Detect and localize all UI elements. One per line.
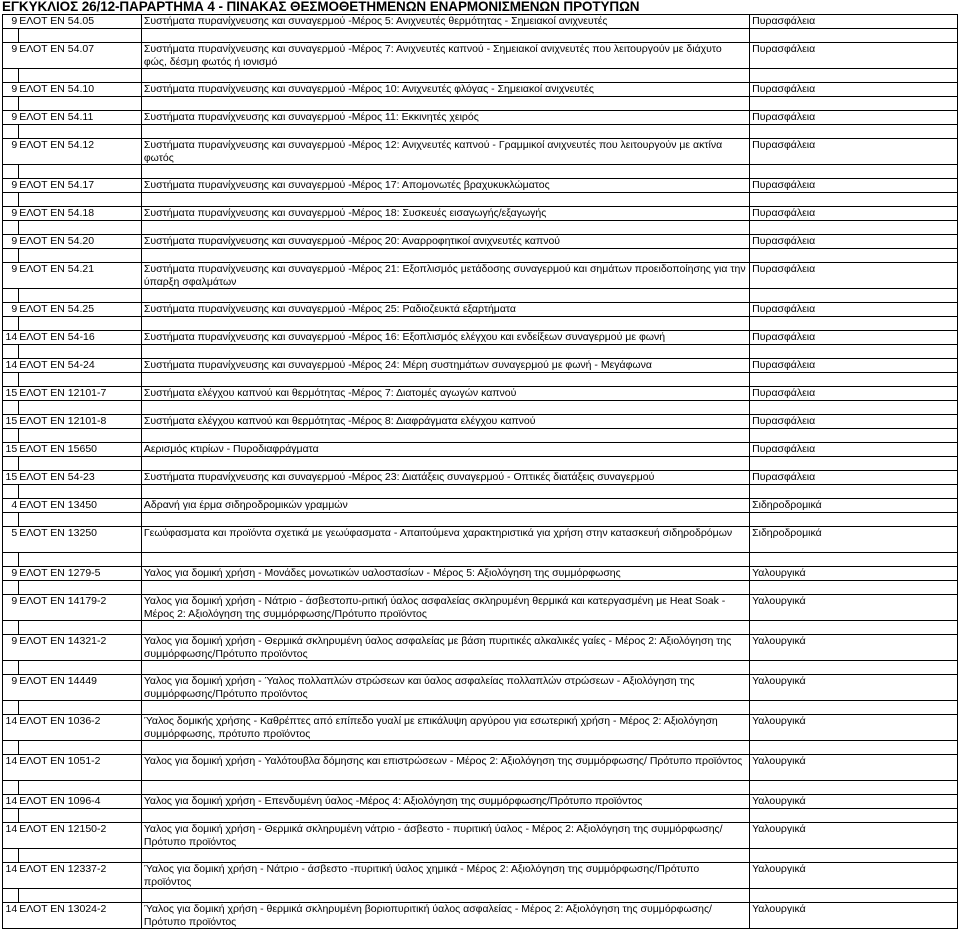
spacer-cell	[3, 125, 19, 139]
row-number: 14	[3, 903, 19, 929]
row-number: 9	[3, 263, 19, 289]
spacer-cell	[141, 289, 749, 303]
spacer-cell	[750, 317, 958, 331]
row-number: 9	[3, 595, 19, 621]
standard-description: Ύαλος δομικής χρήσης - Καθρέπτες από επίπεδο γυαλί με επικάλυψη αργύρου για εσωτερική χρήση - Μέρος 2: Αξιολόγηση συμμόρφωσης, πρότυπο προϊόντος	[141, 715, 749, 741]
spacer-cell	[141, 661, 749, 675]
category: Υαλουργικά	[750, 795, 958, 809]
standard-description: Συστήματα πυρανίχνευσης και συναγερμού -Μέρος 10: Ανιχνευτές φλόγας - Σημειακοί ανιχνευτές	[141, 83, 749, 97]
spacer-cell	[141, 29, 749, 43]
spacer-cell	[3, 457, 19, 471]
category: Υαλουργικά	[750, 567, 958, 581]
standard-code: ΕΛΟΤ ΕΝ 14179-2	[18, 595, 141, 621]
spacer-cell	[141, 97, 749, 111]
standard-code: ΕΛΟΤ ΕΝ 14449	[18, 675, 141, 701]
table-row	[3, 715, 958, 741]
spacer-cell	[750, 513, 958, 527]
row-spacer	[3, 401, 958, 415]
spacer-cell	[750, 221, 958, 235]
row-number: 9	[3, 139, 19, 165]
spacer-cell	[750, 97, 958, 111]
standard-code: ΕΛΟΤ ΕΝ 12101-8	[18, 415, 141, 429]
category: Πυρασφάλεια	[750, 471, 958, 485]
spacer-cell	[141, 809, 749, 823]
category: Σιδηροδρομικά	[750, 499, 958, 513]
spacer-cell	[3, 289, 19, 303]
table-row	[3, 755, 958, 781]
spacer-cell	[3, 429, 19, 443]
standard-code: ΕΛΟΤ ΕΝ 54.05	[18, 15, 141, 29]
spacer-cell	[141, 513, 749, 527]
spacer-cell	[3, 513, 19, 527]
table-row	[3, 263, 958, 289]
spacer-cell	[3, 345, 19, 359]
standard-description: Υαλος για δομική χρήση - Νάτριο - άσβεστοπυ-ριτική ύαλος ασφαλείας σκληρυμένη θερμικά και κατεργασμένη με Heat Soak - Μέρος 2: Αξιολόγηση της συμμόρφωσης/Πρότυπο προϊόντος	[141, 595, 749, 621]
spacer-cell	[18, 429, 141, 443]
table-row	[3, 415, 958, 429]
spacer-cell	[750, 401, 958, 415]
row-number: 9	[3, 43, 19, 69]
standard-code: ΕΛΟΤ ΕΝ 54.18	[18, 207, 141, 221]
row-number: 15	[3, 415, 19, 429]
spacer-cell	[3, 373, 19, 387]
category: Πυρασφάλεια	[750, 359, 958, 373]
spacer-cell	[3, 781, 19, 795]
table-row	[3, 443, 958, 457]
row-number: 9	[3, 675, 19, 701]
spacer-cell	[750, 581, 958, 595]
spacer-cell	[18, 485, 141, 499]
standard-code: ΕΛΟΤ ΕΝ 13250	[18, 527, 141, 553]
spacer-cell	[750, 849, 958, 863]
table-row	[3, 331, 958, 345]
spacer-cell	[18, 741, 141, 755]
spacer-cell	[18, 97, 141, 111]
spacer-cell	[141, 249, 749, 263]
standard-code: ΕΛΟΤ ΕΝ 54.20	[18, 235, 141, 249]
spacer-cell	[18, 373, 141, 387]
table-row	[3, 567, 958, 581]
category: Πυρασφάλεια	[750, 15, 958, 29]
table-row	[3, 15, 958, 29]
spacer-cell	[18, 193, 141, 207]
spacer-cell	[18, 401, 141, 415]
row-spacer	[3, 781, 958, 795]
category: Πυρασφάλεια	[750, 443, 958, 457]
spacer-cell	[3, 485, 19, 499]
row-number: 14	[3, 755, 19, 781]
table-row	[3, 595, 958, 621]
row-spacer	[3, 97, 958, 111]
row-number: 9	[3, 15, 19, 29]
spacer-cell	[18, 849, 141, 863]
standard-description: Συστήματα πυρανίχνευσης και συναγερμού -Μέρος 24: Μέρη συστημάτων συναγερμού με φωνή - Μεγάφωνα	[141, 359, 749, 373]
spacer-cell	[18, 809, 141, 823]
table-row	[3, 675, 958, 701]
category: Πυρασφάλεια	[750, 235, 958, 249]
spacer-cell	[141, 317, 749, 331]
standard-description: Συστήματα πυρανίχνευσης και συναγερμού -Μέρος 21: Εξοπλισμός μετάδοσης συναγερμού και σημάτων προειδοποίησης για την ύπαρξη σφαλμάτων	[141, 263, 749, 289]
table-row	[3, 471, 958, 485]
row-spacer	[3, 29, 958, 43]
category: Υαλουργικά	[750, 675, 958, 701]
category: Πυρασφάλεια	[750, 207, 958, 221]
row-spacer	[3, 69, 958, 83]
spacer-cell	[141, 373, 749, 387]
spacer-cell	[750, 193, 958, 207]
spacer-cell	[141, 401, 749, 415]
spacer-cell	[141, 429, 749, 443]
spacer-cell	[18, 581, 141, 595]
spacer-cell	[3, 97, 19, 111]
row-spacer	[3, 741, 958, 755]
spacer-cell	[18, 345, 141, 359]
table-row	[3, 795, 958, 809]
spacer-cell	[18, 513, 141, 527]
spacer-cell	[141, 125, 749, 139]
standards-table-body	[3, 15, 958, 929]
spacer-cell	[18, 289, 141, 303]
spacer-cell	[18, 701, 141, 715]
standard-code: ΕΛΟΤ ΕΝ 13024-2	[18, 903, 141, 929]
row-number: 15	[3, 387, 19, 401]
spacer-cell	[750, 661, 958, 675]
spacer-cell	[750, 165, 958, 179]
table-row	[3, 863, 958, 889]
category: Πυρασφάλεια	[750, 139, 958, 165]
row-number: 15	[3, 471, 19, 485]
category: Πυρασφάλεια	[750, 331, 958, 345]
row-spacer	[3, 345, 958, 359]
row-spacer	[3, 373, 958, 387]
standard-code: ΕΛΟΤ ΕΝ 54.21	[18, 263, 141, 289]
table-row	[3, 139, 958, 165]
spacer-cell	[141, 345, 749, 359]
spacer-cell	[3, 849, 19, 863]
standard-description: Υαλος για δομική χρήση - Μονάδες μονωτικών υαλοστασίων - Μέρος 5: Αξιολόγηση της συμμόρφωσης	[141, 567, 749, 581]
category: Πυρασφάλεια	[750, 111, 958, 125]
standard-description: Αερισμός κτιρίων - Πυροδιαφράγματα	[141, 443, 749, 457]
category: Υαλουργικά	[750, 903, 958, 929]
standard-code: ΕΛΟΤ ΕΝ 54-24	[18, 359, 141, 373]
spacer-cell	[750, 889, 958, 903]
category: Πυρασφάλεια	[750, 415, 958, 429]
spacer-cell	[141, 781, 749, 795]
spacer-cell	[18, 249, 141, 263]
spacer-cell	[141, 741, 749, 755]
row-spacer	[3, 701, 958, 715]
row-spacer	[3, 849, 958, 863]
spacer-cell	[750, 457, 958, 471]
standard-code: ΕΛΟΤ ΕΝ 54-16	[18, 331, 141, 345]
spacer-cell	[750, 553, 958, 567]
row-spacer	[3, 249, 958, 263]
row-number: 9	[3, 635, 19, 661]
spacer-cell	[18, 781, 141, 795]
standard-description: Συστήματα πυρανίχνευσης και συναγερμού -Μέρος 7: Ανιχνευτές καπνού - Σημειακοί ανιχνευτές που λειτουργούν με διάχυτο φώς, δέσμη φωτός ή ιονισμό	[141, 43, 749, 69]
row-number: 9	[3, 179, 19, 193]
standard-code: ΕΛΟΤ ΕΝ 12337-2	[18, 863, 141, 889]
row-number: 9	[3, 303, 19, 317]
spacer-cell	[750, 741, 958, 755]
spacer-cell	[141, 69, 749, 83]
category: Πυρασφάλεια	[750, 303, 958, 317]
row-spacer	[3, 429, 958, 443]
spacer-cell	[18, 889, 141, 903]
standards-table	[2, 14, 958, 929]
spacer-cell	[3, 809, 19, 823]
spacer-cell	[3, 401, 19, 415]
spacer-cell	[750, 345, 958, 359]
standard-code: ΕΛΟΤ ΕΝ 1279-5	[18, 567, 141, 581]
standard-description: Συστήματα πυρανίχνευσης και συναγερμού -Μέρος 23: Διατάξεις συναγερμού - Οπτικές διατάξεις συναγερμού	[141, 471, 749, 485]
standard-description: Ύαλος για δομική χρήση - θερμικά σκληρυμένη βοριοπυριτική ύαλος ασφαλείας - Μέρος 2: Αξιολόγηση της συμμόρφωσης/Πρότυπο προϊόντος	[141, 903, 749, 929]
spacer-cell	[750, 249, 958, 263]
row-number: 9	[3, 207, 19, 221]
row-spacer	[3, 165, 958, 179]
standard-code: ΕΛΟΤ ΕΝ 54.12	[18, 139, 141, 165]
standard-code: ΕΛΟΤ ΕΝ 1096-4	[18, 795, 141, 809]
spacer-cell	[141, 553, 749, 567]
standard-code: ΕΛΟΤ ΕΝ 14321-2	[18, 635, 141, 661]
row-number: 15	[3, 443, 19, 457]
spacer-cell	[3, 249, 19, 263]
spacer-cell	[141, 193, 749, 207]
row-number: 14	[3, 359, 19, 373]
standard-description: Υαλος για δομική χρήση - Ύαλος πολλαπλών στρώσεων και ύαλος ασφαλείας πολλαπλών στρώσεων - Αξιολόγηση της συμμόρφωσης/Πρότυπο προϊόντος	[141, 675, 749, 701]
category: Πυρασφάλεια	[750, 387, 958, 401]
spacer-cell	[3, 221, 19, 235]
row-spacer	[3, 125, 958, 139]
spacer-cell	[18, 457, 141, 471]
spacer-cell	[18, 661, 141, 675]
table-row	[3, 43, 958, 69]
standard-description: Υαλος για δομική χρήση - Επενδυμένη ύαλος -Μέρος 4: Αξιολόγηση της συμμόρφωσης/Πρότυπο προϊόντος	[141, 795, 749, 809]
standard-description: Υαλος για δομική χρήση - Θερμικά σκληρυμένη ύαλος ασφαλείας με βάση πυριτικές αλκαλικές γαίες - Μέρος 2: Αξιολόγηση της συμμόρφωσης/Πρότυπο προϊόντος	[141, 635, 749, 661]
table-row	[3, 359, 958, 373]
standard-code: ΕΛΟΤ ΕΝ 1051-2	[18, 755, 141, 781]
standard-description: Συστήματα πυρανίχνευσης και συναγερμού -Μέρος 20: Αναρροφητικοί ανιχνευτές καπνού	[141, 235, 749, 249]
row-number: 4	[3, 499, 19, 513]
standard-code: ΕΛΟΤ ΕΝ 15650	[18, 443, 141, 457]
row-spacer	[3, 193, 958, 207]
table-row	[3, 179, 958, 193]
standard-description: Συστήματα πυρανίχνευσης και συναγερμού -Μέρος 18: Συσκευές εισαγωγής/εξαγωγής	[141, 207, 749, 221]
row-spacer	[3, 289, 958, 303]
spacer-cell	[141, 849, 749, 863]
spacer-cell	[18, 29, 141, 43]
standard-description: Υαλος για δομική χρήση - Θερμικά σκληρυμένη νάτριο - άσβεστο - πυριτική ύαλος - Μέρος 2: Αξιολόγηση της συμμόρφωσης/Πρότυπο προϊόντος	[141, 823, 749, 849]
standard-description: Αδρανή για έρμα σιδηροδρομικών γραμμών	[141, 499, 749, 513]
row-number: 14	[3, 715, 19, 741]
category: Υαλουργικά	[750, 863, 958, 889]
table-row	[3, 83, 958, 97]
standard-code: ΕΛΟΤ ΕΝ 54-23	[18, 471, 141, 485]
spacer-cell	[18, 553, 141, 567]
spacer-cell	[18, 221, 141, 235]
spacer-cell	[141, 889, 749, 903]
table-row	[3, 823, 958, 849]
row-spacer	[3, 221, 958, 235]
row-number: 9	[3, 567, 19, 581]
spacer-cell	[750, 809, 958, 823]
standard-code: ΕΛΟΤ ΕΝ 54.07	[18, 43, 141, 69]
spacer-cell	[18, 125, 141, 139]
category: Σιδηροδρομικά	[750, 527, 958, 553]
page-title: ΕΓΚΥΚΛΙΟΣ 26/12-ΠΑΡΑΡΤΗΜΑ 4 - ΠΙΝΑΚΑΣ ΘΕΣΜΟΘΕΤΗΜΕΝΩΝ ΕΝΑΡΜΟΝΙΣΜΕΝΩΝ ΠΡΟΤΥΠΩΝ	[2, 0, 640, 14]
spacer-cell	[18, 69, 141, 83]
category: Υαλουργικά	[750, 755, 958, 781]
spacer-cell	[750, 485, 958, 499]
row-spacer	[3, 581, 958, 595]
standard-code: ΕΛΟΤ ΕΝ 54.11	[18, 111, 141, 125]
row-spacer	[3, 485, 958, 499]
category: Υαλουργικά	[750, 635, 958, 661]
spacer-cell	[141, 165, 749, 179]
category: Υαλουργικά	[750, 715, 958, 741]
category: Πυρασφάλεια	[750, 43, 958, 69]
row-spacer	[3, 553, 958, 567]
standard-description: Συστήματα πυρανίχνευσης και συναγερμού -Μέρος 25: Ραδιοζευκτά εξαρτήματα	[141, 303, 749, 317]
row-number: 14	[3, 795, 19, 809]
standard-description: Υαλος για δομική χρήση - Υαλότουβλα δόμησης και επιστρώσεων - Μέρος 2: Αξιολόγηση της συμμόρφωσης/ Πρότυπο προϊόντος	[141, 755, 749, 781]
standard-code: ΕΛΟΤ ΕΝ 54.17	[18, 179, 141, 193]
standard-description: Συστήματα ελέγχου καπνού και θερμότητας -Μέρος 8: Διαφράγματα ελέγχου καπνού	[141, 415, 749, 429]
standard-description: Συστήματα πυρανίχνευσης και συναγερμού -Μέρος 16: Εξοπλισμός ελέγχου και ενδείξεων συναγερμού με φωνή	[141, 331, 749, 345]
table-row	[3, 207, 958, 221]
standard-description: Συστήματα πυρανίχνευσης και συναγερμού -Μέρος 11: Εκκινητές χειρός	[141, 111, 749, 125]
table-row	[3, 387, 958, 401]
row-spacer	[3, 661, 958, 675]
spacer-cell	[3, 889, 19, 903]
spacer-cell	[3, 317, 19, 331]
spacer-cell	[750, 29, 958, 43]
spacer-cell	[3, 69, 19, 83]
row-spacer	[3, 317, 958, 331]
row-number: 14	[3, 331, 19, 345]
row-number: 9	[3, 111, 19, 125]
spacer-cell	[3, 741, 19, 755]
table-row	[3, 903, 958, 929]
spacer-cell	[18, 165, 141, 179]
row-spacer	[3, 889, 958, 903]
category: Πυρασφάλεια	[750, 83, 958, 97]
spacer-cell	[141, 581, 749, 595]
table-row	[3, 635, 958, 661]
row-spacer	[3, 457, 958, 471]
table-row	[3, 235, 958, 249]
standard-description: Ύαλος για δομική χρήση - Νάτριο - άσβεστο -πυριτική ύαλος χημικά - Μέρος 2: Αξιολόγηση της συμμόρφωσης/Πρότυπο προϊόντος	[141, 863, 749, 889]
standard-description: Συστήματα ελέγχου καπνού και θερμότητας -Μέρος 7: Διατομές αγωγών καπνού	[141, 387, 749, 401]
row-number: 9	[3, 235, 19, 249]
standard-description: Συστήματα πυρανίχνευσης και συναγερμού -Μέρος 17: Απομονωτές βραχυκυκλώματος	[141, 179, 749, 193]
spacer-cell	[141, 457, 749, 471]
spacer-cell	[18, 317, 141, 331]
row-number: 14	[3, 823, 19, 849]
spacer-cell	[750, 69, 958, 83]
spacer-cell	[3, 193, 19, 207]
standard-description: Συστήματα πυρανίχνευσης και συναγερμού -Μέρος 12: Ανιχνευτές καπνού - Γραμμικοί ανιχνευτές που λειτουργούν με ακτίνα φωτός	[141, 139, 749, 165]
spacer-cell	[141, 221, 749, 235]
table-row	[3, 527, 958, 553]
spacer-cell	[3, 661, 19, 675]
table-row	[3, 111, 958, 125]
category: Πυρασφάλεια	[750, 263, 958, 289]
category: Υαλουργικά	[750, 595, 958, 621]
spacer-cell	[3, 165, 19, 179]
spacer-cell	[141, 701, 749, 715]
standard-code: ΕΛΟΤ ΕΝ 12150-2	[18, 823, 141, 849]
row-spacer	[3, 513, 958, 527]
spacer-cell	[750, 781, 958, 795]
spacer-cell	[750, 289, 958, 303]
spacer-cell	[750, 373, 958, 387]
standard-code: ΕΛΟΤ ΕΝ 1036-2	[18, 715, 141, 741]
spacer-cell	[141, 485, 749, 499]
standard-description: Γεωύφασματα και προϊόντα σχετικά με γεωύφασματα - Απαιτούμενα χαρακτηριστικά για χρήση στην κατασκευή σιδηροδρόμων	[141, 527, 749, 553]
spacer-cell	[3, 553, 19, 567]
row-number: 14	[3, 863, 19, 889]
standard-code: ΕΛΟΤ ΕΝ 13450	[18, 499, 141, 513]
table-row	[3, 303, 958, 317]
spacer-cell	[3, 581, 19, 595]
category: Υαλουργικά	[750, 823, 958, 849]
standard-code: ΕΛΟΤ ΕΝ 54.25	[18, 303, 141, 317]
spacer-cell	[750, 125, 958, 139]
spacer-cell	[3, 29, 19, 43]
spacer-cell	[750, 429, 958, 443]
table-row	[3, 499, 958, 513]
row-spacer	[3, 809, 958, 823]
category: Πυρασφάλεια	[750, 179, 958, 193]
standard-code: ΕΛΟΤ ΕΝ 12101-7	[18, 387, 141, 401]
row-number: 5	[3, 527, 19, 553]
standard-code: ΕΛΟΤ ΕΝ 54.10	[18, 83, 141, 97]
spacer-cell	[3, 701, 19, 715]
row-number: 9	[3, 83, 19, 97]
spacer-cell	[750, 701, 958, 715]
standard-description: Συστήματα πυρανίχνευσης και συναγερμού -Μέρος 5: Ανιχνευτές θερμότητας - Σημειακοί ανιχνευτές	[141, 15, 749, 29]
